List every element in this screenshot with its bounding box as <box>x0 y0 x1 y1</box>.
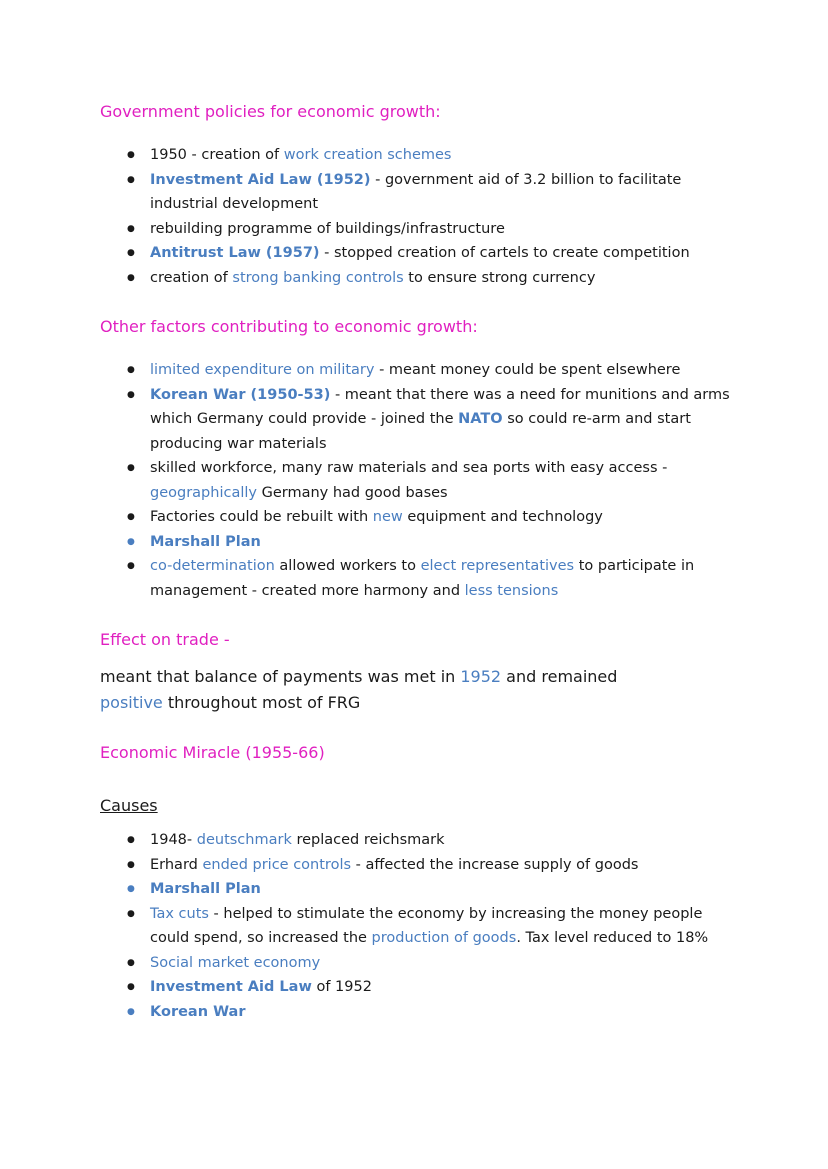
heading-effect-on-trade: Effect on trade - <box>100 630 230 649</box>
list-item: ● Marshall Plan <box>150 877 740 902</box>
causes-list <box>150 828 740 1024</box>
list-item: ● 1950 - creation of work creation schemes <box>150 143 750 168</box>
list-item: ● Antitrust Law (1957) - stopped creation of cartels to create competition <box>150 241 750 266</box>
list-item: ● Investment Aid Law of 1952 <box>150 975 740 1000</box>
heading-economic-miracle: Economic Miracle (1955-66) <box>100 743 325 762</box>
list-item: ● co-determination allowed workers to elect representatives to participate in management - created more harmony and less tensions <box>150 554 730 603</box>
policies-list <box>150 143 750 290</box>
list-item: ● Factories could be rebuilt with new equipment and technology <box>150 505 730 530</box>
list-item: ● rebuilding programme of buildings/infrastructure <box>150 217 750 242</box>
list-item: ● Investment Aid Law (1952) - government aid of 3.2 billion to facilitate industrial development <box>150 168 750 217</box>
heading-other-factors: Other factors contributing to economic growth: <box>100 317 478 336</box>
list-item: ● Korean War (1950-53) - meant that there was a need for munitions and arms which Germany could provide - joined the NATO so could re-arm and start producing war materials <box>150 383 730 457</box>
list-item: ● Social market economy <box>150 951 740 976</box>
subheading-causes: Causes <box>100 796 158 815</box>
list-item: ● creation of strong banking controls to ensure strong currency <box>150 266 750 291</box>
list-item: ● Tax cuts - helped to stimulate the economy by increasing the money people could spend, so increased the production of goods. Tax level reduced to 18% <box>150 902 740 951</box>
heading-government-policies: Government policies for economic growth: <box>100 102 441 121</box>
list-item: ● Korean War <box>150 1000 740 1025</box>
other-factors-list <box>150 358 730 603</box>
trade-paragraph: meant that balance of payments was met in 1952 and remained positive throughout most of FRG <box>100 667 618 712</box>
list-item: ● limited expenditure on military - meant money could be spent elsewhere <box>150 358 730 383</box>
list-item: ● Marshall Plan <box>150 530 730 555</box>
list-item: ● 1948- deutschmark replaced reichsmark <box>150 828 740 853</box>
list-item: ● Erhard ended price controls - affected the increase supply of goods <box>150 853 740 878</box>
list-item: ● skilled workforce, many raw materials and sea ports with easy access - geographically Germany had good bases <box>150 456 730 505</box>
